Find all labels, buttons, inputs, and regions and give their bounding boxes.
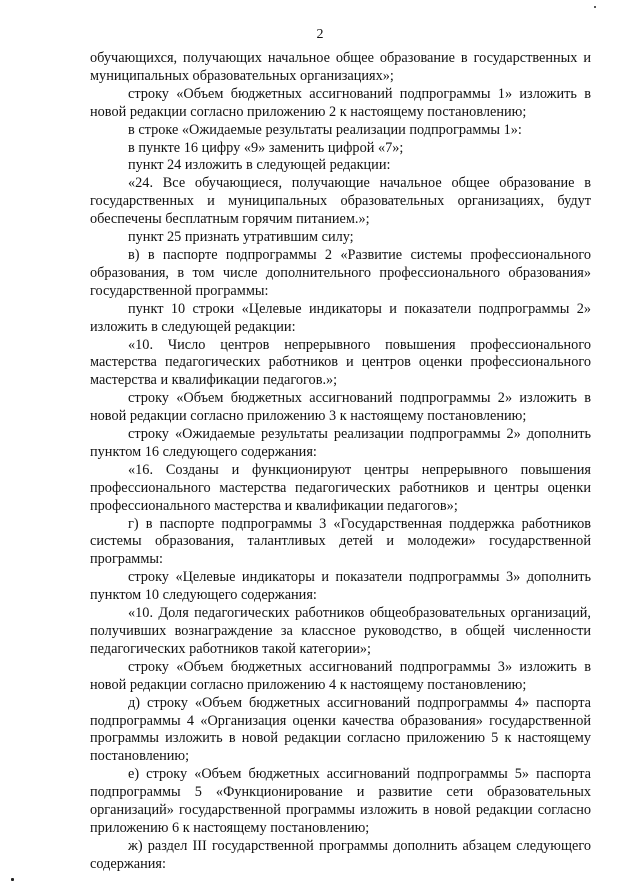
paragraph: строку «Объем бюджетных ассигнований подпрограммы 3» изложить в новой редакции согласно приложению 4 к настоящему постановлению; bbox=[90, 658, 591, 693]
paragraph: в) в паспорте подпрограммы 2 «Развитие системы профессионального образования, в том числе дополнительного профессионального образования» государственной программы: bbox=[90, 246, 591, 299]
scan-speck bbox=[594, 6, 596, 8]
paragraph: «16. Созданы и функционируют центры непрерывного повышения профессионального мастерства педагогических работников и центры оценки профессионального мастерства и квалификации педагогов»; bbox=[90, 461, 591, 514]
paragraph: строку «Целевые индикаторы и показатели подпрограммы 3» дополнить пунктом 10 следующего содержания: bbox=[90, 569, 591, 604]
paragraph: строку «Объем бюджетных ассигнований подпрограммы 2» изложить в новой редакции согласно приложению 3 к настоящему постановлению; bbox=[90, 390, 591, 425]
paragraph: ж) раздел III государственной программы дополнить абзацем следующего содержания: bbox=[90, 837, 591, 872]
document-body bbox=[90, 50, 591, 874]
paragraph: г) в паспорте подпрограммы 3 «Государственная поддержка работников системы образования, талантливых детей и молодежи» государственной программы: bbox=[90, 515, 591, 568]
paragraph: д) строку «Объем бюджетных ассигнований подпрограммы 4» паспорта подпрограммы 4 «Организация оценки качества образования» государственной программы изложить в новой редакции согласно приложению 5 к настоящему постановлению; bbox=[90, 694, 591, 765]
paragraph: пункт 25 признать утратившим силу; bbox=[128, 229, 354, 246]
paragraph: «24. Все обучающиеся, получающие начальное общее образование в государственных и муниципальных образовательных организациях, будут обеспечены бесплатным горячим питанием.»; bbox=[90, 175, 591, 228]
paragraph: «10. Число центров непрерывного повышения профессионального мастерства педагогических работников и центров оценки профессионального мастерства и квалификации педагогов.»; bbox=[90, 336, 591, 389]
paragraph: в пункте 16 цифру «9» заменить цифрой «7»; bbox=[128, 139, 404, 156]
paragraph: в строке «Ожидаемые результаты реализации подпрограммы 1»: bbox=[128, 121, 522, 138]
paragraph: «10. Доля педагогических работников общеобразовательных организаций, получивших вознаграждение за классное руководство, в общей численности педагогических работников такой категории»; bbox=[90, 605, 591, 657]
page-number: 2 bbox=[316, 27, 324, 42]
paragraph: пункт 10 строки «Целевые индикаторы и показатели подпрограммы 2» изложить в следующей редакции: bbox=[90, 300, 591, 335]
paragraph: строку «Объем бюджетных ассигнований подпрограммы 1» изложить в новой редакции согласно приложению 2 к настоящему постановлению; bbox=[90, 85, 591, 120]
paragraph: е) строку «Объем бюджетных ассигнований подпрограммы 5» паспорта подпрограммы 5 «Функционирование и развитие сети образовательных организаций» государственной программы изложить в новой редакции согласно приложению 6 к настоящему постановлению; bbox=[90, 766, 591, 836]
paragraph: строку «Ожидаемые результаты реализации подпрограммы 2» дополнить пунктом 16 следующего содержания: bbox=[90, 426, 591, 460]
scan-speck bbox=[11, 878, 14, 881]
paragraph: пункт 24 изложить в следующей редакции: bbox=[128, 157, 391, 174]
paragraph-continuation: обучающихся, получающих начальное общее образование в государственных и муниципальных образовательных организациях»; bbox=[90, 50, 591, 84]
